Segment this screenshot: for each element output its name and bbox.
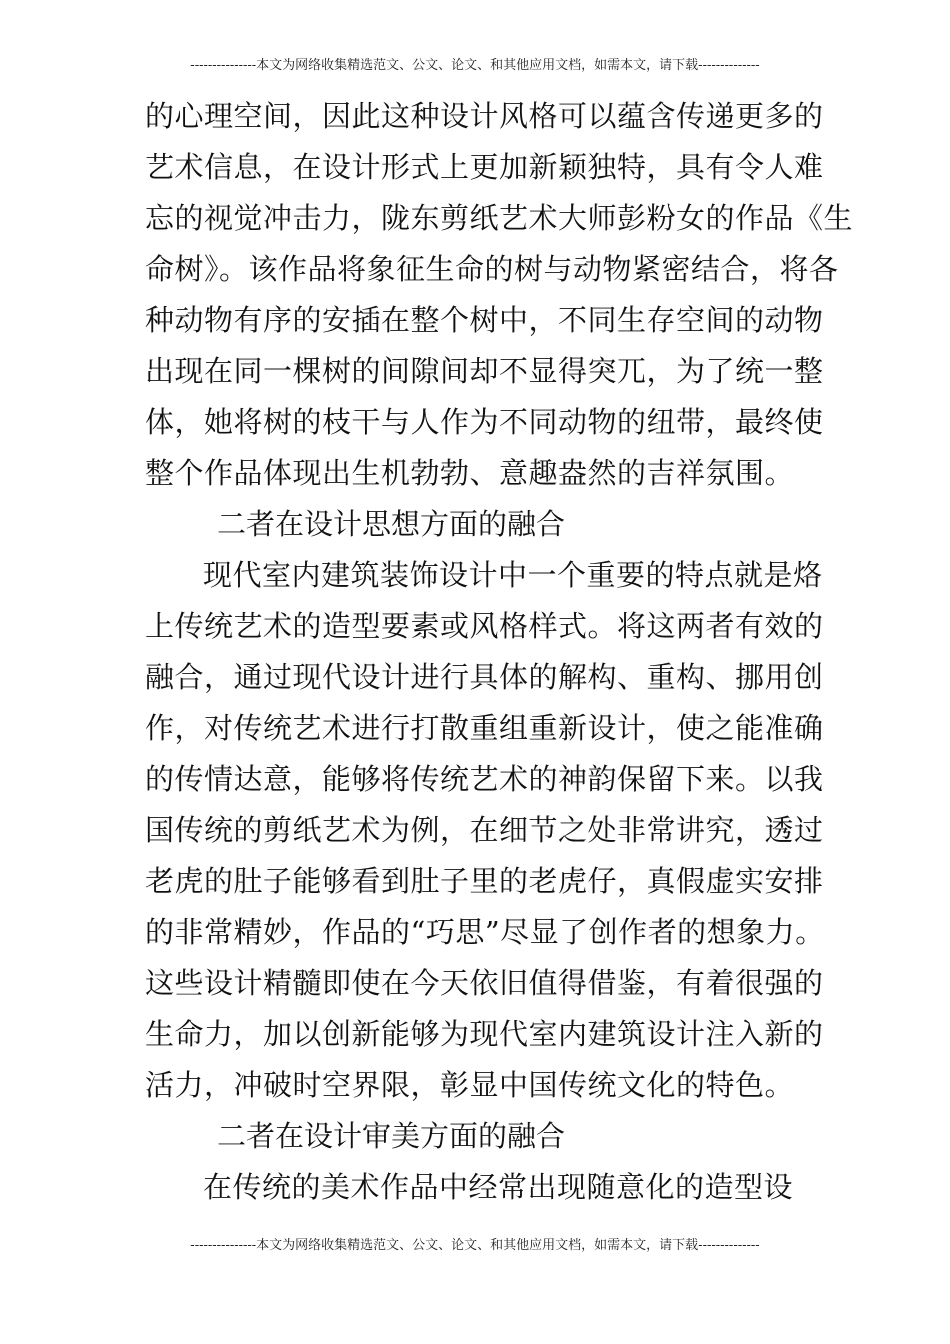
body-line: 国传统的剪纸艺术为例，在细节之处非常讲究，透过 <box>145 813 824 847</box>
body-line: 忘的视觉冲击力，陇东剪纸艺术大师彭粉女的作品《生 <box>145 201 854 235</box>
section-heading-design-thought: 二者在设计思想方面的融合 <box>217 507 566 541</box>
body-line: 整个作品体现出生机勃勃、意趣盎然的吉祥氛围。 <box>145 456 795 490</box>
body-line: 老虎的肚子能够看到肚子里的老虎仔，真假虚实安排 <box>145 864 824 898</box>
body-line: 体，她将树的枝干与人作为不同动物的纽带，最终使 <box>145 405 824 439</box>
body-line: 的心理空间，因此这种设计风格可以蕴含传递更多的 <box>145 99 824 133</box>
header-banner: ---------------本文为网络收集精选范文、公文、论文、和其他应用文档，如需本文，请下载-------------- <box>190 58 760 73</box>
body-line: 种动物有序的安插在整个树中，不同生存空间的动物 <box>145 303 824 337</box>
document-body <box>145 91 854 1213</box>
body-line: 融合，通过现代设计进行具体的解构、重构、挪用创 <box>145 660 824 694</box>
section-heading-design-aesthetics: 二者在设计审美方面的融合 <box>217 1119 566 1153</box>
body-line: 生命力，加以创新能够为现代室内建筑设计注入新的 <box>145 1017 824 1051</box>
body-line: 在传统的美术作品中经常出现随意化的造型设 <box>203 1170 794 1204</box>
body-line: 的非常精妙，作品的“巧思”尽显了创作者的想象力。 <box>145 915 825 949</box>
body-line: 命树》。该作品将象征生命的树与动物紧密结合，将各 <box>145 252 839 286</box>
body-line: 这些设计精髓即使在今天依旧值得借鉴，有着很强的 <box>145 966 824 1000</box>
footer-banner: ---------------本文为网络收集精选范文、公文、论文、和其他应用文档，如需本文，请下载-------------- <box>190 1238 760 1253</box>
body-line: 上传统艺术的造型要素或风格样式。将这两者有效的 <box>145 609 824 643</box>
body-line: 作，对传统艺术进行打散重组重新设计，使之能准确 <box>145 711 824 745</box>
body-line: 出现在同一棵树的间隙间却不显得突兀，为了统一整 <box>145 354 824 388</box>
body-line: 的传情达意，能够将传统艺术的神韵保留下来。以我 <box>145 762 824 796</box>
body-line: 艺术信息，在设计形式上更加新颖独特，具有令人难 <box>145 150 824 184</box>
body-line: 现代室内建筑装饰设计中一个重要的特点就是烙 <box>203 558 823 592</box>
body-line: 活力，冲破时空界限，彰显中国传统文化的特色。 <box>145 1068 795 1102</box>
